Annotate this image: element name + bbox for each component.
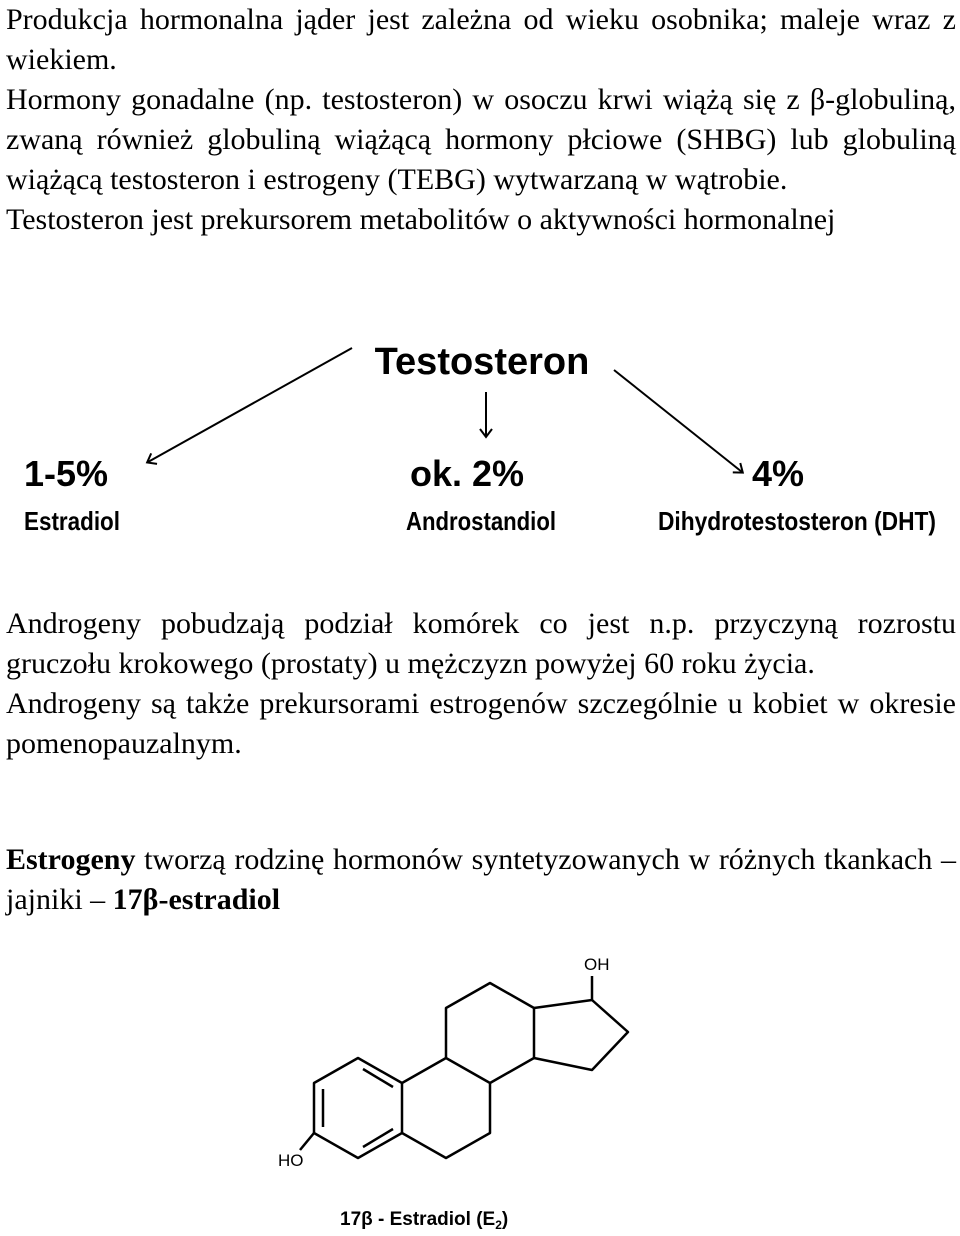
- estradiol-structure: [0, 955, 960, 1236]
- dht-percent: 4%: [752, 453, 805, 494]
- dht-label: Dihydrotestosteron (DHT): [658, 506, 936, 536]
- estrogens-text: tworzą rodzinę hormonów syntetyzowanych w różnych tkankach – jajniki –: [6, 843, 956, 916]
- testosterone-metabolism-diagram: [0, 330, 960, 560]
- estradiol-skeleton: [300, 976, 628, 1158]
- estradiol-highlight: 17β-estradiol: [112, 883, 281, 916]
- intro-paragraph-globulin: Hormony gonadalne (np. testosteron) w osoczu krwi wiążą się z β-globuliną, zwaną również globuliną wiążącą hormony płciowe (SHBG) lub globuliną wiążącą testosteron i estrogeny (TEBG) wytwarzaną w wątrobie.: [6, 83, 956, 196]
- androgens-section: [6, 604, 956, 764]
- estrogens-term: Estrogeny: [6, 843, 136, 876]
- caption-main: 17β - Estradiol (E: [340, 1209, 496, 1230]
- estrogens-paragraph: [6, 840, 956, 920]
- estrogens-section: [6, 840, 956, 920]
- ring-c: [446, 983, 534, 1083]
- estradiol-label: Estradiol: [24, 506, 120, 536]
- ring-a-double-bond: [363, 1129, 393, 1147]
- arrow-to-dht: [614, 370, 742, 472]
- ring-d: [534, 1000, 628, 1070]
- ho-label: HO: [278, 1151, 304, 1170]
- ring-a-double-bond: [363, 1069, 393, 1087]
- intro-paragraph-production: Produkcja hormonalna jąder jest zależna od wieku osobnika; maleje wraz z wiekiem.: [6, 3, 956, 76]
- ho-bond: [300, 1133, 314, 1150]
- androstandiol-percent: ok. 2%: [410, 453, 525, 494]
- oh-label: OH: [584, 955, 610, 974]
- intro-paragraph-precursor: Testosteron jest prekursorem metabolitów o aktywności hormonalnej: [6, 203, 836, 236]
- arrow-to-estradiol: [148, 348, 352, 462]
- androgens-paragraph-precursors: Androgeny są także prekursorami estrogenów szczególnie u kobiet w okresie pomenopauzalnym.: [6, 687, 956, 760]
- caption-end: ): [501, 1209, 509, 1230]
- intro-section: [6, 0, 956, 240]
- androgens-paragraph-prostate: Androgeny pobudzają podział komórek co jest n.p. przyczyną rozrostu gruczołu krokowego (prostaty) u mężczyzn powyżej 60 roku życia.: [6, 607, 956, 680]
- ring-b: [402, 1058, 490, 1158]
- diagram-source-label: Testosteron: [374, 341, 590, 383]
- estradiol-percent: 1-5%: [24, 453, 109, 494]
- ring-a: [314, 1058, 402, 1158]
- caption-sub: 2: [495, 1218, 502, 1232]
- androstandiol-label: Androstandiol: [406, 506, 556, 536]
- estradiol-caption: [340, 1209, 508, 1232]
